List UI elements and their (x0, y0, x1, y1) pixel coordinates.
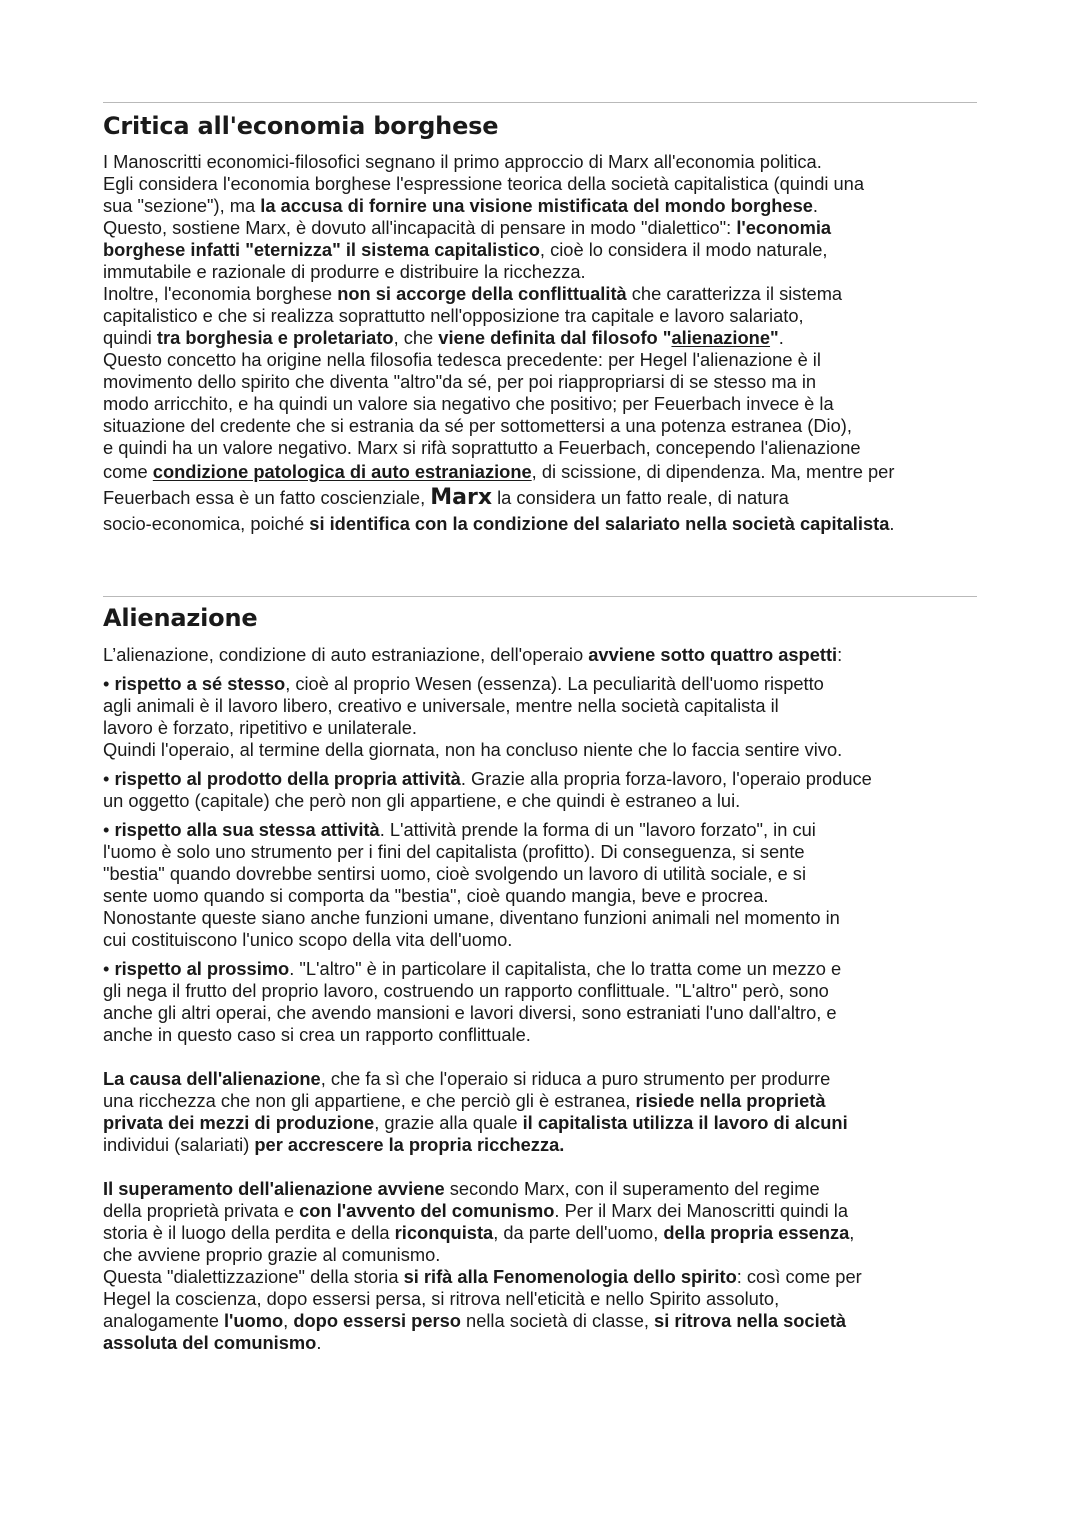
text-line (103, 173, 977, 195)
plain-text: anche in questo caso si crea un rapporto conflittuale. (103, 1024, 531, 1045)
plain-text: , di scissione, di dipendenza. Ma, mentre per (531, 461, 895, 482)
text-line (103, 790, 977, 812)
bold-text: riconquista (394, 1222, 494, 1243)
paragraph-gap (103, 666, 977, 673)
text-line (103, 305, 977, 327)
plain-text: socio-economica, poiché (103, 513, 310, 534)
text-line (103, 841, 977, 863)
plain-text: una ricchezza che non gli appartiene, e che perciò gli è estranea, (103, 1090, 636, 1111)
bold-text: la accusa di fornire una visione mistificata del mondo borghese (260, 195, 813, 216)
plain-text: . Grazie alla propria forza-lavoro, l'operaio produce (460, 768, 872, 789)
bold-text: rispetto alla sua stessa attività (114, 819, 380, 840)
bold-text: La causa dell'alienazione (103, 1068, 321, 1089)
plain-text: l'uomo è solo uno strumento per i fini del capitalista (profitto). Di conseguenza, si sente (103, 841, 805, 862)
text-line (103, 1288, 977, 1310)
paragraph-gap (103, 761, 977, 768)
plain-text: cui costituiscono l'unico scopo della vita dell'uomo. (103, 929, 513, 950)
text-line (103, 217, 977, 239)
plain-text: : (837, 644, 843, 665)
bold-text: rispetto al prodotto della propria attività (114, 768, 461, 789)
bold-text: avviene sotto quattro aspetti (588, 644, 838, 665)
plain-text: gli nega il frutto del proprio lavoro, costruendo un rapporto conflittuale. "L'altro" però, sono (103, 980, 829, 1001)
section-divider (103, 596, 977, 597)
plain-text: Questo concetto ha origine nella filosofia tedesca precedente: per Hegel l'alienazione è il (103, 349, 821, 370)
plain-text: situazione del credente che si estrania da sé per sottomettersi a una potenza estranea (Dio), (103, 415, 852, 436)
bold-text: privata dei mezzi di produzione (103, 1112, 375, 1133)
plain-text: , che (393, 327, 439, 348)
text-line (103, 1310, 977, 1332)
plain-text: lavoro è forzato, ripetitivo e unilaterale. (103, 717, 417, 738)
bold-text: risiede nella proprietà (635, 1090, 826, 1111)
text-line (103, 885, 977, 907)
plain-text: L’alienazione, condizione di auto estraniazione, dell'operaio (103, 644, 589, 665)
plain-text: storia è il luogo della perdita e della (103, 1222, 395, 1243)
plain-text: "bestia" quando dovrebbe sentirsi uomo, cioè svolgendo un lavoro di utilità sociale, e si (103, 863, 807, 884)
plain-text: Feuerbach essa è un fatto coscienziale, (103, 487, 431, 508)
plain-text: anche gli altri operai, che avendo mansioni e lavori diversi, sono estraniati l'uno dall'altro, e (103, 1002, 837, 1023)
text-line (103, 239, 977, 261)
bold-text: Il superamento dell'alienazione avviene (103, 1178, 445, 1199)
text-line (103, 1178, 977, 1200)
section-title: Critica all'economia borghese (103, 112, 499, 140)
section-body (103, 151, 977, 537)
bullet-paragraph (103, 958, 977, 1046)
plain-text: e quindi ha un valore negativo. Marx si rifà soprattutto a Feuerbach, concependo l'alienazione (103, 437, 861, 458)
text-line (103, 195, 977, 217)
plain-text: movimento dello spirito che diventa "altro"da sé, per poi riappropriarsi di se stesso ma in (103, 371, 817, 392)
plain-text: . (889, 513, 895, 534)
bold-text: per accrescere la propria ricchezza. (254, 1134, 565, 1155)
text-line (103, 437, 977, 459)
text-line (103, 673, 977, 695)
bullet-paragraph (103, 673, 977, 761)
text-line (103, 1244, 977, 1266)
text-line (103, 511, 977, 537)
plain-text: . "L'altro" è in particolare il capitalista, che lo tratta come un mezzo e (289, 958, 842, 979)
text-line (103, 958, 977, 980)
text-line (103, 459, 977, 485)
plain-text: I Manoscritti economici-filosofici segnano il primo approccio di Marx all'economia politica. (103, 151, 822, 172)
text-line (103, 283, 977, 305)
text-line (103, 1266, 977, 1288)
bold-text: il capitalista utilizza il lavoro di alcuni (522, 1112, 848, 1133)
bold-text: rispetto a sé stesso (114, 673, 286, 694)
text-line (103, 261, 977, 283)
text-line (103, 644, 977, 666)
plain-text: . (778, 327, 784, 348)
plain-text: che avviene proprio grazie al comunismo. (103, 1244, 441, 1265)
plain-text: secondo Marx, con il superamento del regime (444, 1178, 820, 1199)
plain-text: agli animali è il lavoro libero, creativo e universale, mentre nella società capitalista il (103, 695, 779, 716)
text-line (103, 907, 977, 929)
paragraph-gap (103, 1156, 977, 1178)
bold-text: l'economia (736, 217, 832, 238)
paragraph-gap (103, 1046, 977, 1068)
text-line (103, 929, 977, 951)
paragraph-gap (103, 812, 977, 819)
text-line (103, 393, 977, 415)
text-line (103, 415, 977, 437)
bold-text: dopo essersi perso (293, 1310, 461, 1331)
plain-text: , grazie alla quale (374, 1112, 523, 1133)
bold-text: tra borghesia e proletariato (156, 327, 394, 348)
text-line (103, 1112, 977, 1134)
plain-text: Questa "dialettizzazione" della storia (103, 1266, 404, 1287)
plain-text: della proprietà privata e (103, 1200, 300, 1221)
plain-text: Quindi l'operaio, al termine della giornata, non ha concluso niente che lo faccia sentire vivo. (103, 739, 843, 760)
text-line (103, 739, 977, 761)
text-line (103, 980, 977, 1002)
section-alienazione (103, 596, 977, 1354)
text-line (103, 349, 977, 371)
plain-text: • (103, 673, 115, 694)
paragraph (103, 1068, 977, 1156)
bold-text: l'uomo (223, 1310, 284, 1331)
plain-text: : così come per (736, 1266, 862, 1287)
plain-text: sua "sezione"), ma (103, 195, 261, 216)
section-divider (103, 102, 977, 103)
plain-text: modo arricchito, e ha quindi un valore sia negativo che positivo; per Feuerbach invece è la (103, 393, 834, 414)
bullet-paragraph (103, 819, 977, 951)
text-line (103, 819, 977, 841)
plain-text: . Per il Marx dei Manoscritti quindi la (554, 1200, 849, 1221)
text-line (103, 1222, 977, 1244)
paragraph (103, 1178, 977, 1354)
plain-text: un oggetto (capitale) che però non gli appartiene, e che quindi è estraneo a lui. (103, 790, 741, 811)
plain-text: . L'attività prende la forma di un "lavoro forzato", in cui (379, 819, 816, 840)
paragraph (103, 644, 977, 666)
text-line (103, 1332, 977, 1354)
plain-text: la considera un fatto reale, di natura (492, 487, 789, 508)
paragraph-gap (103, 951, 977, 958)
plain-text: , (283, 1310, 294, 1331)
underlined-text: alienazione (671, 327, 771, 348)
text-line (103, 1002, 977, 1024)
text-line (103, 1090, 977, 1112)
plain-text: Questo, sostiene Marx, è dovuto all'incapacità di pensare in modo "dialettico": (103, 217, 737, 238)
text-line (103, 768, 977, 790)
bold-text: si identifica con la condizione del salariato nella società capitalista (309, 513, 890, 534)
plain-text: . (812, 195, 819, 216)
bold-text: viene definita dal filosofo " (438, 327, 672, 348)
section-body (103, 644, 977, 1354)
plain-text: , che fa sì che l'operaio si riduca a puro strumento per produrre (320, 1068, 831, 1089)
bold-text: con l'avvento del comunismo (299, 1200, 555, 1221)
section-critica (103, 102, 977, 537)
plain-text: che caratterizza il sistema (626, 283, 843, 304)
plain-text: • (103, 958, 115, 979)
text-line (103, 717, 977, 739)
plain-text: Hegel la coscienza, dopo essersi persa, si ritrova nell'eticità e nello Spirito assoluto, (103, 1288, 780, 1309)
text-line (103, 485, 977, 511)
text-line (103, 327, 977, 349)
plain-text: Egli considera l'economia borghese l'espressione teorica della società capitalistica (quindi una (103, 173, 865, 194)
bold-text: della propria essenza (663, 1222, 850, 1243)
bold-text: si rifà alla Fenomenologia dello spirito (403, 1266, 737, 1287)
text-line (103, 695, 977, 717)
underlined-text: condizione patologica di auto estraniazione (152, 461, 532, 482)
plain-text: immutabile e razionale di produrre e distribuire la ricchezza. (103, 261, 586, 282)
text-line (103, 863, 977, 885)
plain-text: , cioè al proprio Wesen (essenza). La peculiarità dell'uomo rispetto (285, 673, 824, 694)
plain-text: Nonostante queste siano anche funzioni umane, diventano funzioni animali nel momento in (103, 907, 840, 928)
text-line (103, 1068, 977, 1090)
bullet-paragraph (103, 768, 977, 812)
plain-text: , cioè lo considera il modo naturale, (539, 239, 828, 260)
plain-text: quindi (103, 327, 157, 348)
plain-text: • (103, 768, 115, 789)
plain-text: capitalistico e che si realizza soprattutto nell'opposizione tra capitale e lavoro salariato, (103, 305, 804, 326)
plain-text: individui (salariati) (103, 1134, 255, 1155)
plain-text: . (316, 1332, 322, 1353)
bold-text: borghese infatti "eternizza" il sistema capitalistico (103, 239, 540, 260)
plain-text: nella società di classe, (460, 1310, 655, 1331)
bold-text: non si accorge della conflittualità (337, 283, 627, 304)
plain-text: , da parte dell'uomo, (493, 1222, 664, 1243)
section-title: Alienazione (103, 604, 258, 632)
plain-text: Inoltre, l'economia borghese (103, 283, 338, 304)
text-line (103, 1024, 977, 1046)
plain-text: sente uomo quando si comporta da "bestia", cioè quando mangia, beve e procrea. (103, 885, 769, 906)
plain-text: analogamente (103, 1310, 224, 1331)
plain-text: , (849, 1222, 855, 1243)
bold-text: assoluta del comunismo (103, 1332, 317, 1353)
emphasis-text: Marx (430, 485, 493, 510)
text-line (103, 151, 977, 173)
bold-text: rispetto al prossimo (114, 958, 290, 979)
text-line (103, 1200, 977, 1222)
bold-text: " (770, 327, 779, 348)
text-line (103, 371, 977, 393)
plain-text: • (103, 819, 115, 840)
text-line (103, 1134, 977, 1156)
bold-text: si ritrova nella società (654, 1310, 847, 1331)
plain-text: come (103, 461, 153, 482)
